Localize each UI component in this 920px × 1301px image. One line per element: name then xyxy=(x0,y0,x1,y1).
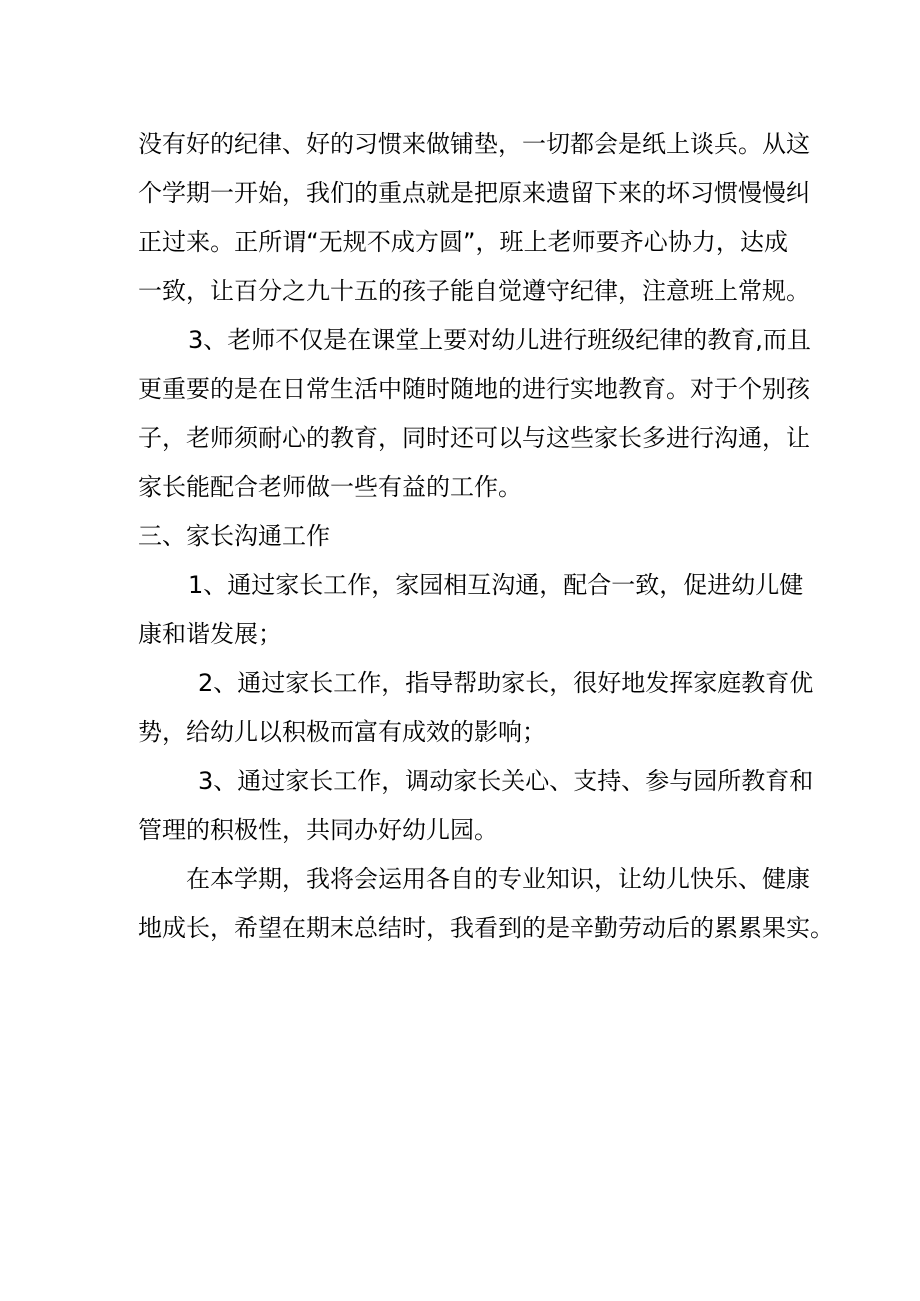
text-line: 子，老师须耐心的教育，同时还可以与这些家长多进行沟通，让 xyxy=(138,424,810,452)
text-line: 管理的积极性，共同办好幼儿园。 xyxy=(138,816,498,844)
text-line: 正过来。正所谓“无规不成方圆”，班上老师要齐心协力，达成 xyxy=(138,228,788,256)
text-line: 1、通过家长工作，家园相互沟通，配合一致，促进幼儿健 xyxy=(188,571,804,599)
text-line: 没有好的纪律、好的习惯来做铺垫，一切都会是纸上谈兵。从这 xyxy=(138,130,810,158)
text-line: 更重要的是在日常生活中随时随地的进行实地教育。对于个别孩 xyxy=(138,375,810,403)
text-line: 家长能配合老师做一些有益的工作。 xyxy=(138,473,522,501)
text-line: 一致，让百分之九十五的孩子能自觉遵守纪律，注意班上常规。 xyxy=(138,277,810,305)
text-line: 3、老师不仅是在课堂上要对幼儿进行班级纪律的教育,而且 xyxy=(188,326,811,354)
text-line: 势，给幼儿以积极而富有成效的影响； xyxy=(138,718,546,746)
text-line: 2、通过家长工作，指导帮助家长，很好地发挥家庭教育优 xyxy=(198,669,814,697)
text-line: 地成长，希望在期末总结时，我看到的是辛勤劳动后的累累果实。 xyxy=(138,914,834,942)
text-line: 在本学期，我将会运用各自的专业知识，让幼儿快乐、健康 xyxy=(186,865,810,893)
section-heading: 三、家长沟通工作 xyxy=(138,522,330,550)
text-line: 3、通过家长工作，调动家长关心、支持、参与园所教育和 xyxy=(198,767,814,795)
text-line: 个学期一开始，我们的重点就是把原来遗留下来的坏习惯慢慢纠 xyxy=(138,179,810,207)
text-line: 康和谐发展； xyxy=(138,620,282,648)
